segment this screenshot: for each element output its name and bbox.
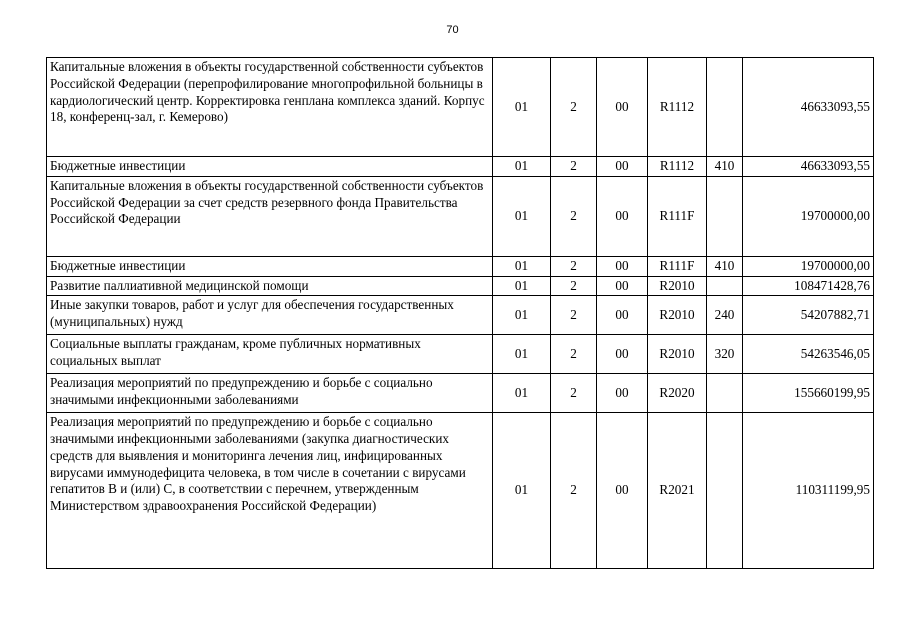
row-target-code: R2010 [648,335,707,374]
table-row [47,296,874,335]
row-subsection: 2 [551,276,597,296]
row-name: Капитальные вложения в объекты государственной собственности субъектов Российской Федерации за счет средств резервного фонда Правительства Российской Федерации [47,176,493,256]
row-section: 01 [493,296,551,335]
row-program: 00 [597,176,648,256]
row-target-code: R1112 [648,157,707,177]
table-row [47,157,874,177]
row-name: Бюджетные инвестиции [47,256,493,276]
row-section: 01 [493,335,551,374]
row-name: Бюджетные инвестиции [47,157,493,177]
row-section: 01 [493,58,551,157]
row-program: 00 [597,374,648,413]
row-subsection: 2 [551,176,597,256]
row-expense-type: 410 [707,157,743,177]
row-target-code: R2020 [648,374,707,413]
row-amount: 108471428,76 [743,276,874,296]
row-subsection: 2 [551,413,597,569]
budget-table [46,57,874,569]
table-row [47,256,874,276]
row-amount: 46633093,55 [743,58,874,157]
row-subsection: 2 [551,256,597,276]
row-program: 00 [597,276,648,296]
table-row [47,374,874,413]
row-expense-type: 320 [707,335,743,374]
table-row [47,413,874,569]
row-amount: 19700000,00 [743,176,874,256]
row-subsection: 2 [551,296,597,335]
table-row [47,276,874,296]
row-program: 00 [597,296,648,335]
row-program: 00 [597,335,648,374]
page-number: 70 [446,24,459,36]
row-target-code: R111F [648,256,707,276]
row-amount: 54263546,05 [743,335,874,374]
row-subsection: 2 [551,157,597,177]
table-row [47,58,874,157]
row-name: Капитальные вложения в объекты государственной собственности субъектов Российской Федерации (перепрофилирование многопрофильной больницы в кардиологический центр. Корректировка генплана комплекса зданий. Корпус 18, конференц-зал, г. Кемерово) [47,58,493,157]
row-section: 01 [493,374,551,413]
row-target-code: R111F [648,176,707,256]
row-target-code: R2010 [648,296,707,335]
row-amount: 155660199,95 [743,374,874,413]
row-expense-type [707,374,743,413]
row-section: 01 [493,413,551,569]
row-section: 01 [493,276,551,296]
row-section: 01 [493,176,551,256]
row-program: 00 [597,413,648,569]
row-name: Реализация мероприятий по предупреждению и борьбе с социально значимыми инфекционными заболеваниями [47,374,493,413]
row-section: 01 [493,157,551,177]
row-target-code: R2021 [648,413,707,569]
row-expense-type: 410 [707,256,743,276]
row-amount: 46633093,55 [743,157,874,177]
row-subsection: 2 [551,374,597,413]
row-expense-type [707,176,743,256]
row-name: Развитие паллиативной медицинской помощи [47,276,493,296]
row-name: Социальные выплаты гражданам, кроме публичных нормативных социальных выплат [47,335,493,374]
row-program: 00 [597,256,648,276]
row-expense-type [707,276,743,296]
row-target-code: R2010 [648,276,707,296]
row-program: 00 [597,58,648,157]
table-row [47,335,874,374]
row-program: 00 [597,157,648,177]
row-section: 01 [493,256,551,276]
row-name: Иные закупки товаров, работ и услуг для обеспечения государственных (муниципальных) нужд [47,296,493,335]
row-expense-type: 240 [707,296,743,335]
row-expense-type [707,58,743,157]
row-amount: 54207882,71 [743,296,874,335]
row-subsection: 2 [551,335,597,374]
row-amount: 19700000,00 [743,256,874,276]
row-name: Реализация мероприятий по предупреждению и борьбе с социально значимыми инфекционными заболеваниями (закупка диагностических средств для выявления и мониторинга лечения лиц, инфицированных вирусами иммунодефицита человека, в том числе в сочетании с вирусами гепатитов В и (или) С, в соответствии с перечнем, утвержденным Министерством здравоохранения Российской Федерации) [47,413,493,569]
row-amount: 110311199,95 [743,413,874,569]
row-subsection: 2 [551,58,597,157]
table-row [47,176,874,256]
row-target-code: R1112 [648,58,707,157]
row-expense-type [707,413,743,569]
budget-table-body [47,58,874,569]
